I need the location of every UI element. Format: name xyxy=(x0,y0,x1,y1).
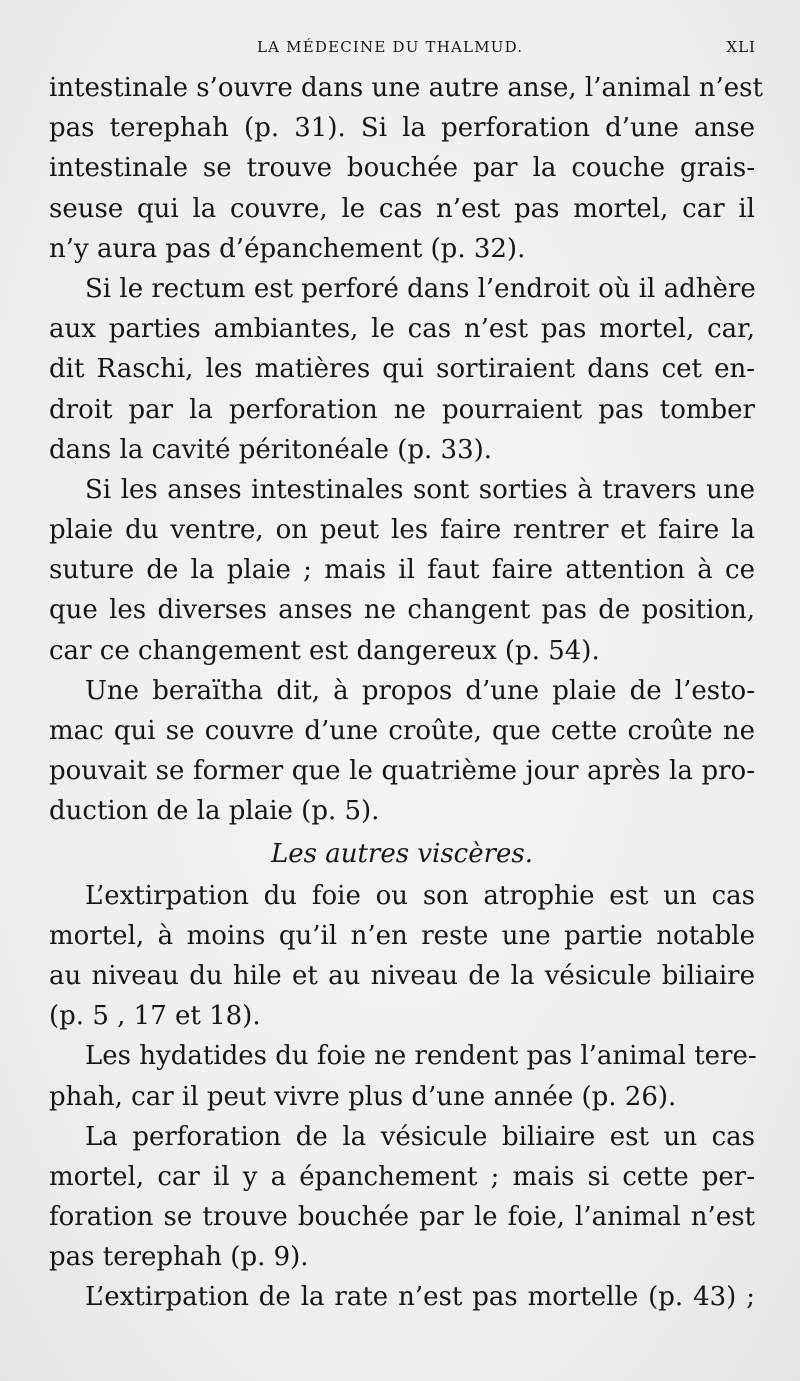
body-text xyxy=(49,68,763,1318)
text-line: Si les anses intestinales sont sorties à travers une xyxy=(85,474,755,505)
text-line: plaie du ventre, on peut les faire rentrer et faire la xyxy=(49,515,755,546)
paragraph-spleen xyxy=(49,1277,755,1317)
text-line: mortel, à moins qu’il n’en reste une partie notable xyxy=(49,920,755,951)
text-line: pas terephah (p. 9). xyxy=(49,1242,309,1273)
paragraph-rectum xyxy=(49,269,755,470)
running-head xyxy=(0,38,800,58)
paragraph-gallbladder xyxy=(49,1117,755,1278)
text-line: mac qui se couvre d’une croûte, que cette croûte ne xyxy=(49,716,755,746)
paragraph-stomach-wound xyxy=(49,671,755,832)
text-line: (p. 5 , 17 et 18). xyxy=(49,1001,261,1032)
text-line: suture de la plaie ; mais il faut faire attention à ce xyxy=(49,555,755,586)
text-line: duction de la plaie (p. 5). xyxy=(49,796,380,827)
text-line: Les hydatides du foie ne rendent pas l’animal tere- xyxy=(85,1041,757,1072)
text-line: aux parties ambiantes, le cas n’est pas mortel, car, xyxy=(49,314,755,345)
text-line: L’extirpation de la rate n’est pas mortelle (p. 43) ; xyxy=(85,1282,755,1313)
text-line: que les diverses anses ne changent pas de position, xyxy=(49,595,755,626)
text-line: car ce changement est dangereux (p. 54). xyxy=(49,635,600,666)
text-line: au niveau du hile et au niveau de la vésicule biliaire xyxy=(49,960,755,991)
text-line: seuse qui la couvre, le cas n’est pas mortel, car il xyxy=(49,193,755,224)
text-line: La perforation de la vésicule biliaire est un cas xyxy=(85,1121,755,1152)
paragraph-intestinal-loops xyxy=(49,470,755,671)
text-line: n’y aura pas d’épanchement (p. 32). xyxy=(49,233,526,264)
text-line: pouvait se former que le quatrième jour après la pro- xyxy=(49,756,755,787)
text-line: droit par la perforation ne pourraient pas tomber xyxy=(49,394,755,425)
text-line: dans la cavité péritonéale (p. 33). xyxy=(49,434,493,465)
paragraph-intestinal-perforation xyxy=(49,68,763,269)
running-title: LA MÉDECINE DU THALMUD. xyxy=(257,38,524,56)
page-number: XLI xyxy=(726,38,756,56)
text-line: foration se trouve bouchée par le foie, l’animal n’est xyxy=(49,1202,755,1233)
paragraph-liver xyxy=(49,876,755,1037)
text-line: mortel, car il y a épanchement ; mais si cette per- xyxy=(49,1161,755,1192)
paragraph-hydatids xyxy=(49,1036,755,1116)
text-line: phah, car il peut vivre plus d’une année (p. 26). xyxy=(49,1081,677,1112)
text-line: L’extirpation du foie ou son atrophie est un cas xyxy=(85,880,755,911)
text-line: intestinale se trouve bouchée par la couche grais- xyxy=(49,153,755,184)
text-line: Une beraïtha dit, à propos d’une plaie de l’esto- xyxy=(85,675,755,706)
text-line: intestinale s’ouvre dans une autre anse, l’animal n’est xyxy=(49,73,763,103)
text-line: dit Raschi, les matières qui sortiraient dans cet en- xyxy=(49,354,755,385)
text-line: pas terephah (p. 31). Si la perforation d’une anse xyxy=(49,113,755,144)
section-heading: Les autres viscères. xyxy=(270,838,534,869)
text-line: Si le rectum est perforé dans l’endroit où il adhère xyxy=(85,273,756,304)
